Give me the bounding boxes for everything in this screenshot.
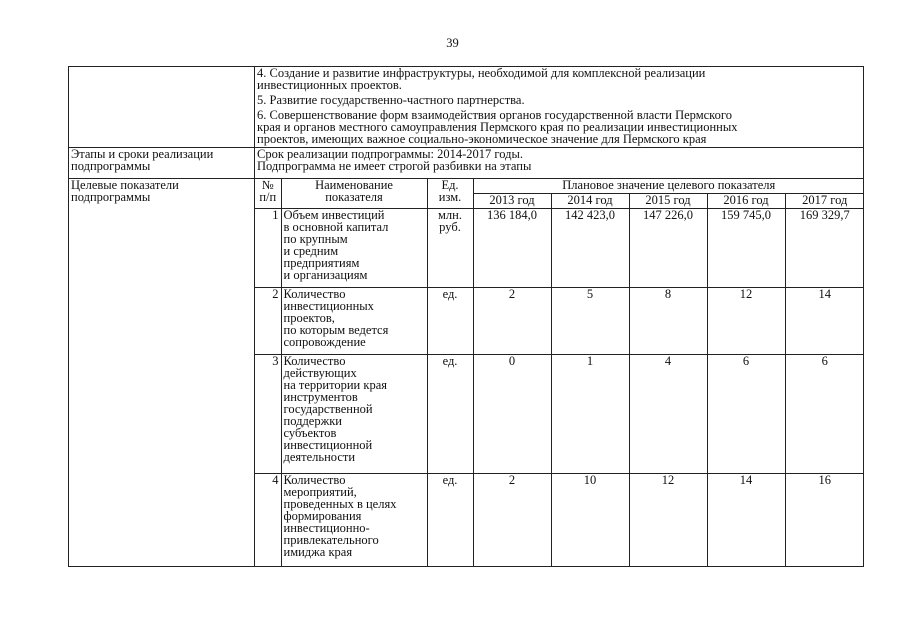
passport-table bbox=[68, 66, 864, 567]
row-name-line: проектов, bbox=[283, 311, 335, 325]
stages-value-line: Срок реализации подпрограммы: 2014-2017 годы. bbox=[257, 147, 523, 161]
row-name-line: Объем инвестиций bbox=[283, 208, 385, 222]
indicators-header-row bbox=[255, 179, 864, 194]
row-name-line: Количество bbox=[283, 354, 346, 368]
row-name-line: и средним bbox=[283, 244, 339, 258]
stages-value-line: Подпрограмма не имеет строгой разбивки на этапы bbox=[257, 159, 532, 173]
row-num: 2 bbox=[255, 288, 281, 355]
row-name bbox=[281, 355, 427, 474]
goal-line: проектов, имеющих важное социально-экономическое значение для Пермского края bbox=[257, 132, 707, 146]
row-value: 6 bbox=[707, 355, 785, 474]
row-unit-line: млн. bbox=[438, 208, 462, 222]
header-unit-line: изм. bbox=[438, 190, 462, 204]
row-name-line: инвестиционной bbox=[283, 438, 373, 452]
table-row bbox=[255, 209, 864, 288]
header-unit-line: Ед. bbox=[441, 178, 459, 192]
row-name-line: деятельности bbox=[283, 450, 356, 464]
indicators-table bbox=[255, 179, 864, 566]
stages-label bbox=[69, 148, 255, 179]
row-name-line: Количество bbox=[283, 473, 346, 487]
indicators-label-line: Целевые показатели bbox=[71, 178, 179, 192]
header-num bbox=[255, 179, 281, 209]
row-value: 1 bbox=[551, 355, 629, 474]
stages-label-line: подпрограммы bbox=[71, 159, 151, 173]
row-unit bbox=[427, 209, 473, 288]
stages-value bbox=[255, 148, 864, 179]
goals-label-cell bbox=[69, 67, 255, 148]
header-name-line: Наименование bbox=[315, 178, 393, 192]
row-name-line: и организациям bbox=[283, 268, 368, 282]
row-value: 12 bbox=[629, 474, 707, 567]
row-value: 8 bbox=[629, 288, 707, 355]
row-num: 1 bbox=[255, 209, 281, 288]
header-name-line: показателя bbox=[325, 190, 383, 204]
indicators-table-cell bbox=[255, 179, 864, 567]
row-name-line: привлекательного bbox=[283, 533, 379, 547]
header-year: 2014 год bbox=[551, 194, 629, 209]
row-name-line: в основной капитал bbox=[283, 220, 389, 234]
row-unit bbox=[427, 288, 473, 355]
row-name-line: предприятиям bbox=[283, 256, 360, 270]
header-name bbox=[281, 179, 427, 209]
row-name-line: инвестиционных bbox=[283, 299, 374, 313]
row-unit-line: руб. bbox=[439, 220, 461, 234]
table-row bbox=[255, 288, 864, 355]
row-value: 14 bbox=[707, 474, 785, 567]
row-value: 169 329,7 bbox=[785, 209, 864, 288]
table-row bbox=[255, 474, 864, 567]
row-num: 3 bbox=[255, 355, 281, 474]
row-name-line: субъектов bbox=[283, 426, 337, 440]
row-value: 12 bbox=[707, 288, 785, 355]
row-name-line: Количество bbox=[283, 287, 346, 301]
row-name-line: инвестиционно- bbox=[283, 521, 370, 535]
row-name-line: действующих bbox=[283, 366, 357, 380]
row-value: 4 bbox=[629, 355, 707, 474]
header-year: 2015 год bbox=[629, 194, 707, 209]
goal-line: 5. Развитие государственно-частного партнерства. bbox=[257, 93, 525, 107]
row-name-line: по крупным bbox=[283, 232, 348, 246]
goal-line: инвестиционных проектов. bbox=[257, 78, 402, 92]
row-name-line: государственной bbox=[283, 402, 373, 416]
row-name-line: проведенных в целях bbox=[283, 497, 397, 511]
stages-label-line: Этапы и сроки реализации bbox=[71, 147, 214, 161]
header-plan: Плановое значение целевого показателя bbox=[473, 179, 864, 194]
row-name bbox=[281, 474, 427, 567]
row-name-line: мероприятий, bbox=[283, 485, 357, 499]
row-value: 0 bbox=[473, 355, 551, 474]
row-value: 5 bbox=[551, 288, 629, 355]
header-num-line: п/п bbox=[259, 190, 277, 204]
indicators-row bbox=[69, 179, 864, 567]
row-value: 2 bbox=[473, 474, 551, 567]
row-unit bbox=[427, 474, 473, 567]
header-unit bbox=[427, 179, 473, 209]
header-year: 2016 год bbox=[707, 194, 785, 209]
row-name-line: на территории края bbox=[283, 378, 387, 392]
header-year: 2017 год bbox=[785, 194, 864, 209]
goal-line: края и органов местного самоуправления Пермского края по реализации инвестиционных bbox=[257, 120, 738, 134]
row-name-line: сопровождение bbox=[283, 335, 366, 349]
header-year: 2013 год bbox=[473, 194, 551, 209]
indicators-label bbox=[69, 179, 255, 567]
row-name-line: поддержки bbox=[283, 414, 342, 428]
row-value: 147 226,0 bbox=[629, 209, 707, 288]
indicators-label-line: подпрограммы bbox=[71, 190, 151, 204]
page-number: 39 bbox=[446, 36, 459, 50]
row-value: 136 184,0 bbox=[473, 209, 551, 288]
row-value: 159 745,0 bbox=[707, 209, 785, 288]
row-unit-line: ед. bbox=[442, 287, 458, 301]
row-name-line: имиджа края bbox=[283, 545, 353, 559]
row-name bbox=[281, 209, 427, 288]
row-value: 14 bbox=[785, 288, 864, 355]
row-value: 142 423,0 bbox=[551, 209, 629, 288]
row-value: 6 bbox=[785, 355, 864, 474]
row-num: 4 bbox=[255, 474, 281, 567]
row-value: 2 bbox=[473, 288, 551, 355]
row-unit bbox=[427, 355, 473, 474]
row-unit-line: ед. bbox=[442, 354, 458, 368]
row-name-line: инструментов bbox=[283, 390, 358, 404]
goals-value-cell bbox=[255, 67, 864, 148]
goals-row bbox=[69, 67, 864, 148]
table-row bbox=[255, 355, 864, 474]
row-value: 16 bbox=[785, 474, 864, 567]
stages-row bbox=[69, 148, 864, 179]
row-unit-line: ед. bbox=[442, 473, 458, 487]
row-value: 10 bbox=[551, 474, 629, 567]
goal-line: 4. Создание и развитие инфраструктуры, необходимой для комплексной реализации bbox=[257, 66, 706, 80]
row-name-line: по которым ведется bbox=[283, 323, 389, 337]
goal-line: 6. Совершенствование форм взаимодействия органов государственной власти Пермского bbox=[257, 108, 732, 122]
row-name-line: формирования bbox=[283, 509, 362, 523]
header-num-line: № bbox=[261, 178, 274, 192]
row-name bbox=[281, 288, 427, 355]
